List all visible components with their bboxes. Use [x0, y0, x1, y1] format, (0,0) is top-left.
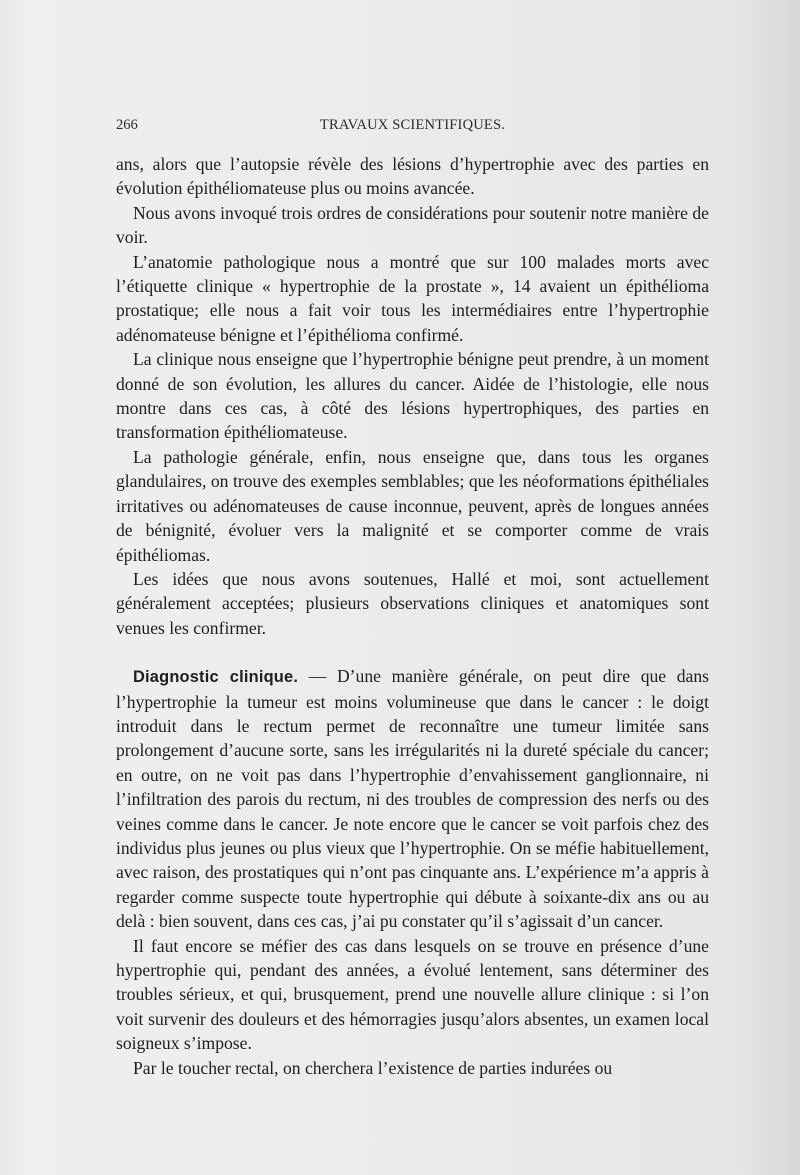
page-number: 266: [116, 117, 138, 133]
paragraph: Les idées que nous avons soutenues, Hallé et moi, sont actuellement généralement acceptées; plusieurs observations cliniques et anatomiques sont venues les confirmer.: [116, 568, 709, 638]
paragraph: Il faut encore se méfier des cas dans lesquels on se trouve en présence d’une hypertrophie qui, pendant des années, a évolué lentement, sans déterminer des troubles sérieux, et qui, brusquement, prend une nouvelle allure clinique : si l’on voit survenir des douleurs et des hémorragies jusqu’alors absentes, un examen local soigneux s’impose.: [116, 935, 709, 1054]
running-title: TRAVAUX SCIENTIFIQUES.: [319, 117, 506, 133]
section-heading: Diagnostic clinique.: [133, 668, 299, 687]
paragraph: Nous avons invoqué trois ordres de considérations pour soutenir notre manière de voir.: [116, 202, 709, 248]
paragraph: ans, alors que l’autopsie révèle des lésions d’hypertrophie avec des parties en évolution épithéliomateuse plus ou moins avancée.: [116, 154, 709, 199]
diagnostic-paragraph: [116, 664, 709, 933]
page-body: [116, 152, 709, 1080]
paragraph: La pathologie générale, enfin, nous enseigne que, dans tous les organes glandulaires, on trouve des exemples semblables; que les néoformations épithéliales irritatives ou adénomateuses de cause inconnue, peuvent, après de longues années de bénignité, évoluer vers la malignité et se comporter comme de vrais épithéliomas.: [116, 446, 709, 565]
running-header: [116, 117, 709, 137]
paragraph: La clinique nous enseigne que l’hypertrophie bénigne peut prendre, à un moment donné de son évolution, les allures du cancer. Aidée de l’histologie, elle nous montre dans ces cas, à côté des lésions hypertrophiques, des parties en transformation épithéliomateuse.: [116, 349, 709, 443]
paragraph: Par le toucher rectal, on cherchera l’existence de parties indurées ou: [133, 1057, 613, 1078]
paragraph: L’anatomie pathologique nous a montré que sur 100 malades morts avec l’étiquette clinique « hypertrophie de la prostate », 14 avaient un épithélioma prostatique; elle nous a fait voir tous les intermédiaires entre l’hypertrophie adénomateuse bénigne et l’épithélioma confirmé.: [116, 251, 709, 345]
diagnostic-text: — D’une manière générale, on peut dire que dans l’hypertrophie la tumeur est moins volumineuse que dans le cancer : le doigt introduit dans le rectum permet de reconnaître une tumeur limitée sans prolongement d’aucune sorte, sans les irrégularités ni la dureté spéciale du cancer; en outre, on ne voit pas dans l’hypertrophie d’envahissement ganglionnaire, ni l’infiltration des parois du rectum, ni des troubles de compression des nerfs ou des veines comme dans le cancer. Je note encore que le cancer se voit parfois chez des individus plus jeunes ou plus vieux que l’hypertrophie. On se méfie habituellement, avec raison, des prostatiques qui n’ont pas cinquante ans. L’expérience m’a appris à regarder comme suspecte toute hypertrophie qui débute à soixante-dix ans ou au delà : bien souvent, dans ces cas, j’ai pu constater qu’il s’agissait d’un cancer.: [116, 666, 709, 932]
